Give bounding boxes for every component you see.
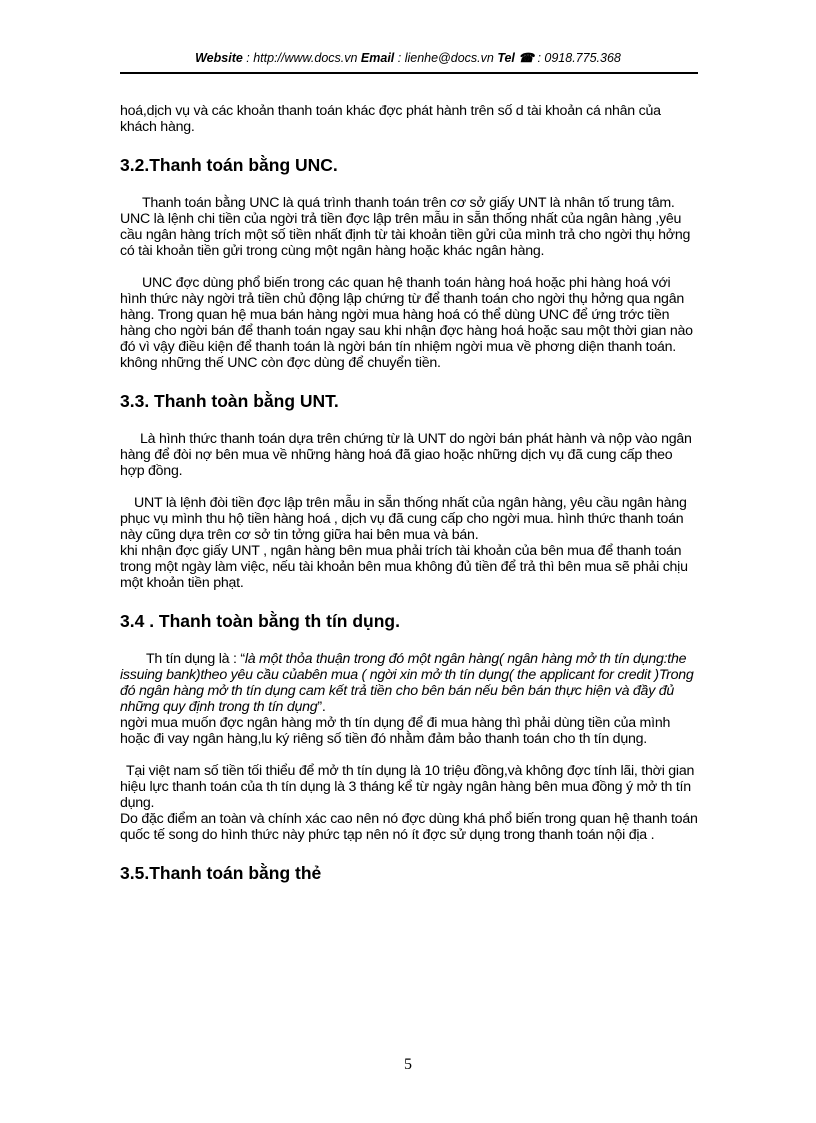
section-3-2-paragraph-3: UNC đợc dùng phổ biến trong các quan hệ thanh toán hàng hoá hoặc phi hàng hoá với hình thức này ngời trả tiền chủ động lập chứng từ để thanh toán cho ngời thụ hởng qua ngân hàng. Trong quan hệ mua bán hàng ngời mua hàng hoá có thể dùng UNC để ứng trớc tiền hàng cho ngời bán để thanh toán ngay sau khi nhận đợc hàng hoá hoặc sau một thời gian nào đó vì vậy điều kiện để thanh toán là ngời bán tín nhiệm ngời mua về phơng diện thanh toán. không những thế UNC còn đợc dùng để chuyển tiền.	[120, 275, 693, 371]
page-number: 5	[404, 1056, 412, 1073]
phone-icon: ☎	[518, 51, 534, 65]
definition-quote: là một thỏa thuận trong đó một ngân hàng( ngân hàng mở th tín dụng:the issuing bank)theo yêu cầu củabên mua ( ngời xin mở th tín dụng( the applicant for credit )Trong đó ngân hàng mở th tín dụng cam kết trả tiền cho bên bán nếu bên bán thực hiện và đầy đủ những quy định trong th tín dụng	[120, 651, 694, 715]
website-value: : http://www.docs.vn	[242, 51, 361, 65]
tel-value: : 0918.775.368	[533, 51, 621, 65]
section-3-3-paragraph-2: UNT là lệnh đòi tiền đợc lập trên mẫu in sẵn thống nhất của ngân hàng, yêu cầu ngân hàng phục vụ mình thu hộ tiền hàng hoá , dịch vụ đã cung cấp cho ngời mua. hình thức thanh toán này cũng dựa trên cơ sở tin tởng giữa hai bên mua và bán.	[120, 495, 687, 543]
email-label: Email	[360, 51, 395, 65]
intro-paragraph: hoá,dịch vụ và các khoản thanh toán khác đợc phát hành trên số d tài khoản cá nhân của khách hàng.	[120, 103, 661, 135]
definition-end: ”.	[317, 699, 326, 715]
page-header	[0, 50, 816, 65]
section-3-2-paragraph-1: Thanh toán bằng UNC là quá trình thanh toán trên cơ sở giấy UNT là nhân tố trung tâm.	[142, 195, 675, 211]
section-3-4-paragraph-3: Tại việt nam số tiền tối thiểu để mở th tín dụng là 10 triệu đồng,và không đợc tính lãi, thời gian hiệu lực thanh toán của th tín dụng là 3 tháng kể từ ngày ngân hàng bên mua đồng ý mở th tín dụng.	[120, 763, 695, 811]
section-3-4-paragraph-2: ngời mua muốn đợc ngân hàng mở th tín dụng để đi mua hàng thì phải dùng tiền của mình hoặc đi vay ngân hàng,lu ký riêng số tiền đó nhằm đảm bảo thanh toán cho th tín dụng.	[120, 715, 671, 747]
document-body	[120, 103, 700, 883]
definition-lead: Th tín dụng là : “	[146, 651, 245, 667]
section-3-3-paragraph-3: khi nhận đợc giấy UNT , ngân hàng bên mua phải trích tài khoản của bên mua để thanh toán trong một ngày làm việc, nếu tài khoản bên mua không đủ tiền để trả thì bên mua sẽ phải chịu một khoản tiền phạt.	[120, 543, 688, 591]
section-3-4-paragraph-4: Do đặc điểm an toàn và chính xác cao nên nó đợc dùng khá phổ biến trong quan hệ thanh toán quốc tế song do hình thức này phức tạp nên nó ít đợc sử dụng trong thanh toán nội địa .	[120, 811, 698, 843]
section-heading-3-4: 3.4 . Thanh toàn bằng th tín dụng.	[120, 611, 400, 631]
website-label: Website	[195, 51, 243, 65]
tel-label: Tel	[497, 51, 515, 65]
section-3-3-paragraph-1: Là hình thức thanh toán dựa trên chứng từ là UNT do ngời bán phát hành và nộp vào ngân hàng để đòi nợ bên mua về những hàng hoá đã giao hoặc những dịch vụ đã cung cấp theo hợp đồng.	[120, 431, 692, 479]
section-heading-3-3: 3.3. Thanh toàn bằng UNT.	[120, 391, 339, 411]
email-value: : lienhe@docs.vn	[394, 51, 498, 65]
section-3-4-paragraph-1	[120, 651, 700, 715]
section-3-2-paragraph-2: UNC là lệnh chi tiền của ngời trả tiền đợc lập trên mẫu in sẵn thống nhất của ngân hàng ,yêu cầu ngân hàng trích một số tiền nhất định từ tài khoản tiền gửi của mình trả cho ngời thụ hởng có tài khoản tiền gửi trong cùng một ngân hàng hoặc khác ngân hàng.	[120, 211, 691, 259]
section-heading-3-5: 3.5.Thanh toán bằng thẻ	[120, 863, 322, 883]
header-rule	[120, 72, 698, 74]
section-heading-3-2: 3.2.Thanh toán bằng UNC.	[120, 155, 338, 175]
